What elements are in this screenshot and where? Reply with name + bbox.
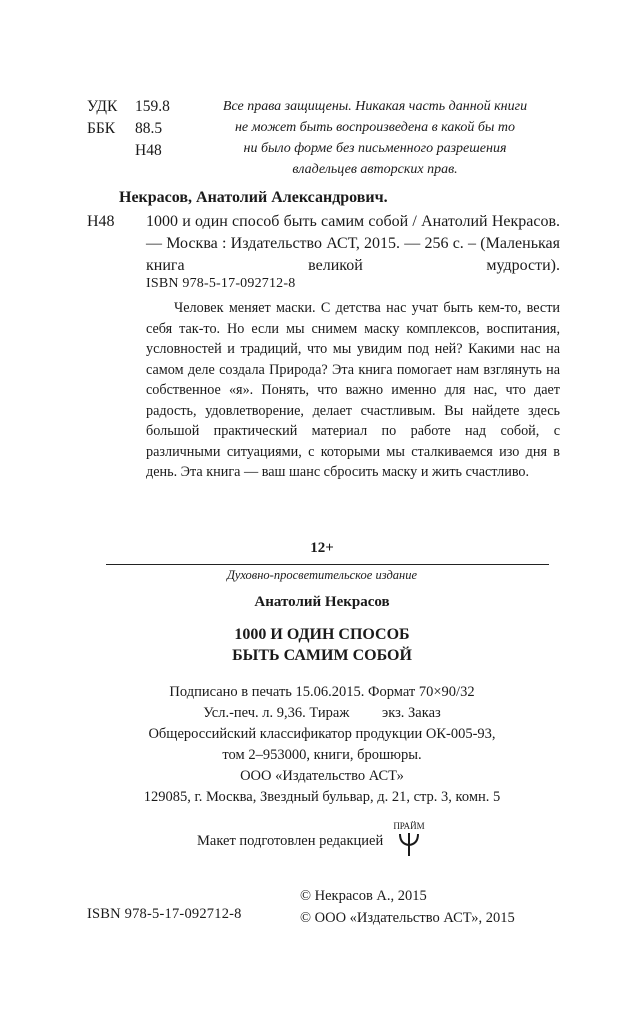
- book-author: Анатолий Некрасов: [254, 594, 390, 610]
- rights-line: не может быть воспроизведена в какой бы то: [234, 120, 516, 135]
- bbk-value: 88.5: [135, 120, 163, 137]
- copyright-line: © Некрасов А., 2015: [300, 888, 427, 904]
- udk-row: [87, 96, 170, 118]
- genre-label: Духовно-просветительское издание: [226, 568, 418, 582]
- age-rating: 12+: [310, 540, 334, 556]
- catalog-description: 1000 и один способ быть самим собой / Анатолий Некрасов. — Москва : Издательство АСТ, 2015. — 256 с. – (Маленькая книга великой мудрости).: [146, 213, 560, 274]
- maket-text: Макет подготовлен редакцией: [197, 833, 384, 849]
- annotation-text: Человек меняет маски. С детства нас учат быть кем-то, вести себя так-то. Но если мы снимем маску комплексов, воспитания, условностей и традиций, что мы увидим под ней? Какими нас на самом деле создала Природа? Эта книга помогает нам взглянуть на собственное «я». Понять, что важно именно для нас, что дает радость, удовлетворение, делает счастливым. Вы найдете здесь большой практический материал по работе над собой, с различными ситуациями, с которыми мы сталкиваемся изо дня в день. Эта книга — ваш шанс сбросить маску и жить счастливо.: [146, 300, 560, 480]
- udk-value: 159.8: [135, 98, 170, 115]
- prime-logo: [391, 820, 427, 858]
- catalog-author-heading: Некрасов, Анатолий Александрович.: [119, 189, 388, 206]
- rights-line: ни было форме без письменного разрешения: [243, 141, 507, 156]
- rights-notice: [185, 96, 565, 180]
- udk-label: УДК: [87, 98, 118, 115]
- imprint-line: Усл.-печ. л. 9,36. Тираж экз. Заказ: [203, 705, 441, 721]
- bbk-label: ББК: [87, 120, 116, 137]
- copyrights: [300, 885, 515, 929]
- catalog-isbn: ISBN 978-5-17-092712-8: [146, 276, 296, 291]
- fork-icon: [391, 820, 427, 858]
- book-title: [0, 624, 644, 666]
- catalog-author-mark: Н48: [87, 213, 115, 230]
- rights-line: Все права защищены. Никакая часть данной книги: [222, 99, 528, 114]
- imprint-line: Общероссийский классификатор продукции ОК-005-93,: [148, 726, 496, 742]
- imprint-line: том 2–953000, книги, брошюры.: [222, 747, 422, 763]
- copyright-line: © ООО «Издательство АСТ», 2015: [300, 910, 515, 926]
- title-line: БЫТЬ САМИМ СОБОЙ: [232, 647, 412, 664]
- divider: [106, 564, 549, 565]
- logo-text: ПРАЙМ: [393, 821, 425, 831]
- classification-codes: [87, 96, 170, 162]
- maket-credit: [197, 812, 427, 850]
- imprint-line: ООО «Издательство АСТ»: [240, 768, 404, 784]
- imprint-line: Подписано в печать 15.06.2015. Формат 70×90/32: [169, 684, 475, 700]
- isbn-bottom: ISBN 978-5-17-092712-8: [87, 906, 242, 922]
- bbk-row: [87, 118, 170, 140]
- author-mark-row: [87, 140, 170, 162]
- rights-line: владельцев авторских прав.: [292, 162, 458, 177]
- imprint: [0, 682, 644, 808]
- title-line: 1000 И ОДИН СПОСОБ: [234, 626, 410, 643]
- imprint-line: 129085, г. Москва, Звездный бульвар, д. 21, стр. 3, комн. 5: [143, 789, 501, 805]
- author-mark: Н48: [135, 142, 162, 159]
